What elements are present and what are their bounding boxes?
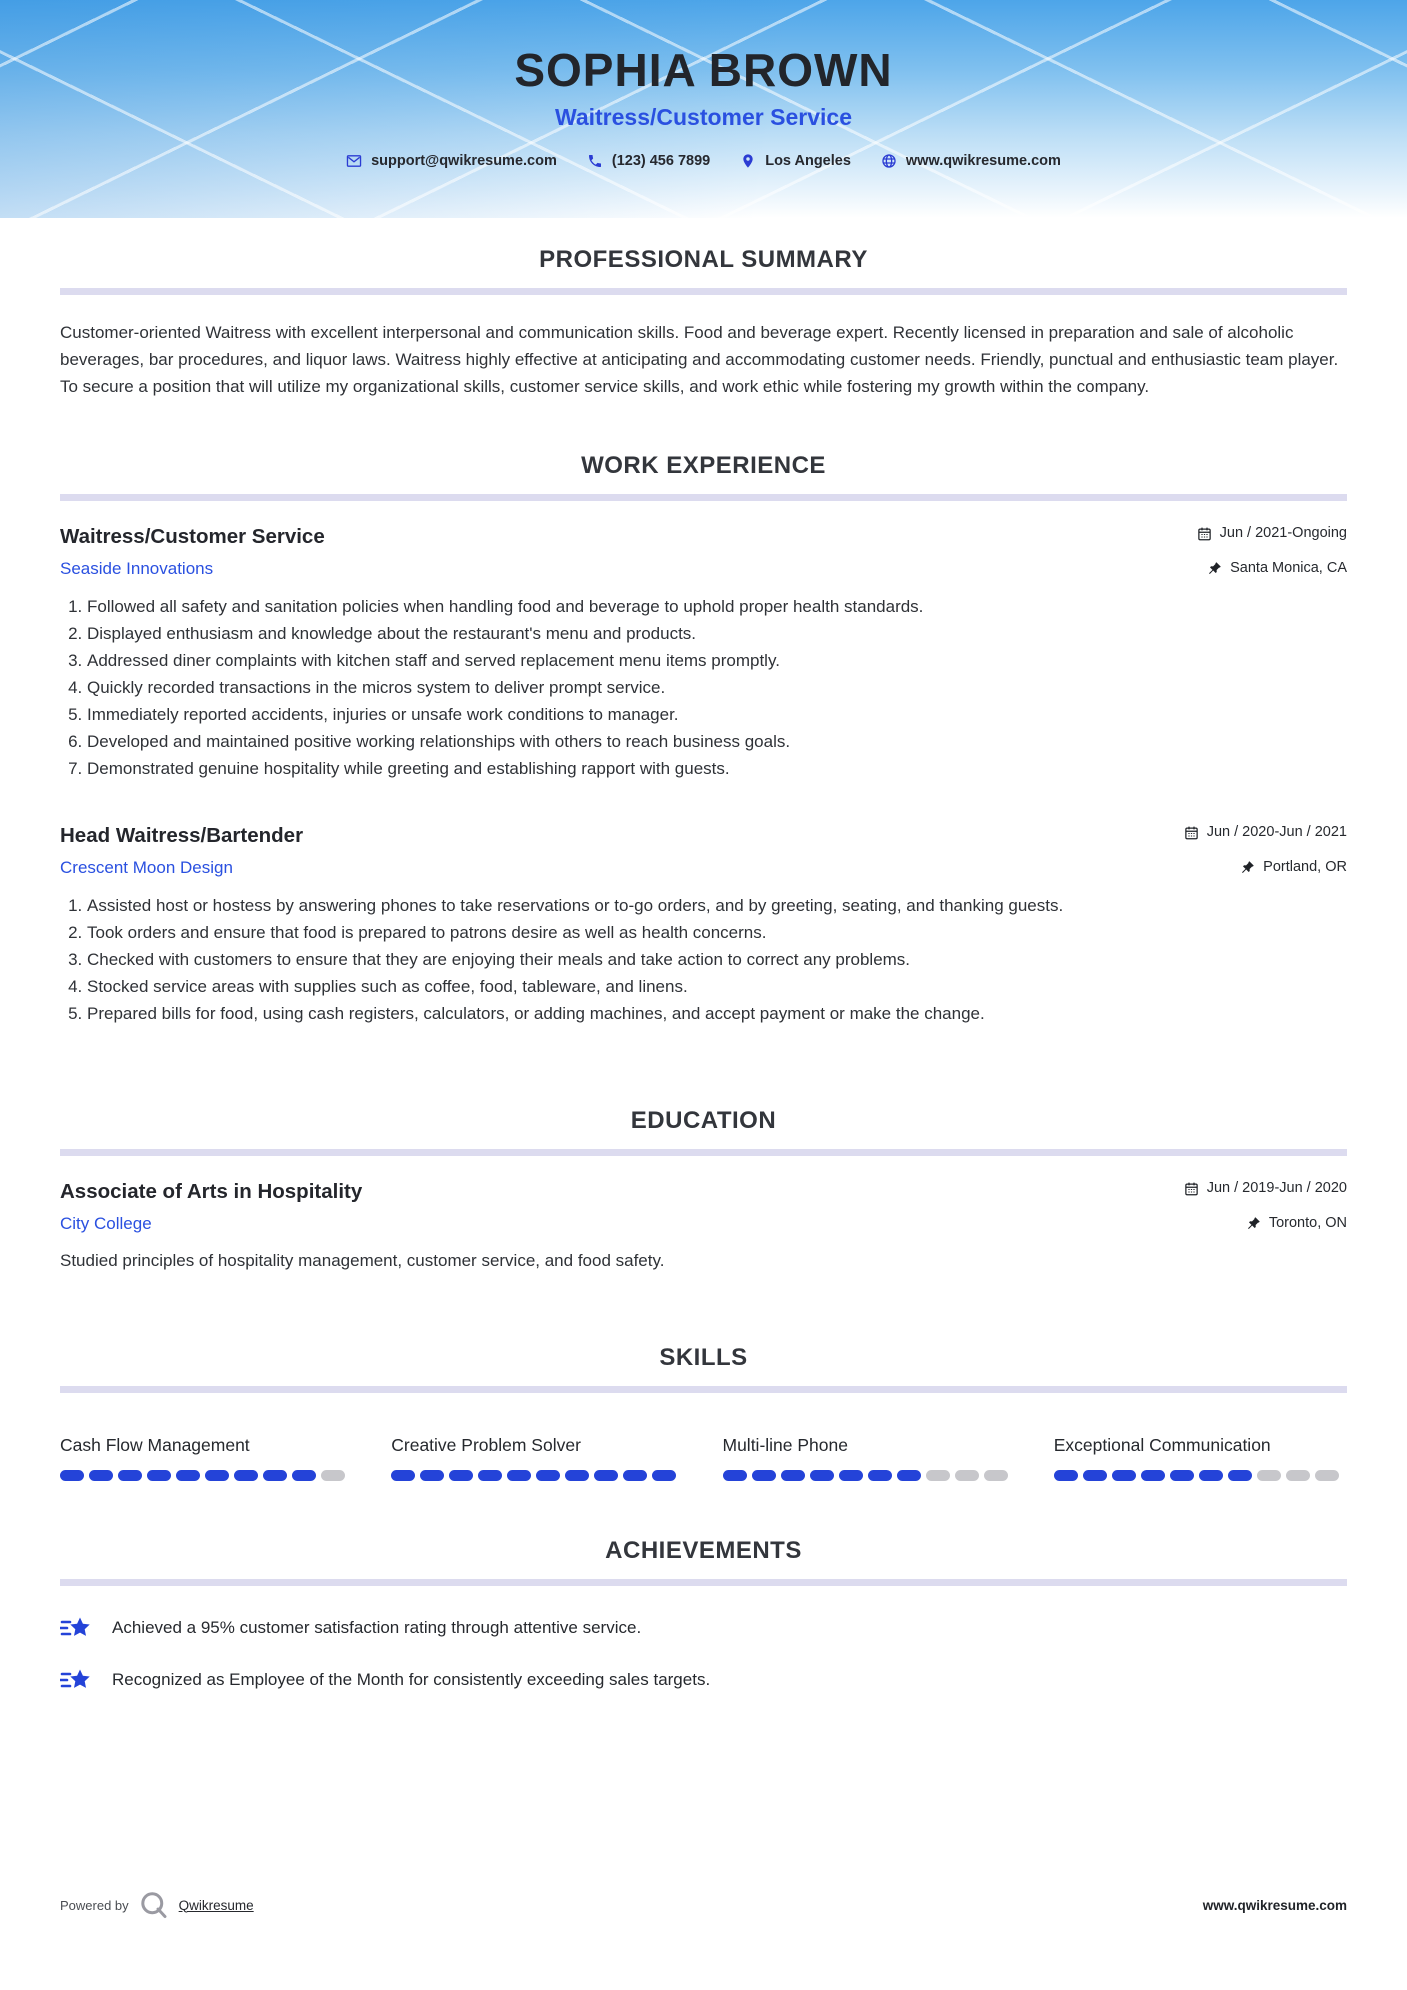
- job-bullet: 5. Prepared bills for food, using cash registers, calculators, or adding machines, and accept payment or make the change.: [87, 1000, 1347, 1027]
- achievement-item: [60, 1612, 1347, 1644]
- skill-level-segment: [420, 1470, 444, 1481]
- skill-level-segment: [321, 1470, 345, 1481]
- job-bullet: 4. Stocked service areas with supplies such as coffee, food, tableware, and linens.: [87, 973, 1347, 1000]
- skill-level-segment: [1112, 1470, 1136, 1481]
- page-footer: [60, 1890, 1347, 1920]
- skill-level-segment: [810, 1470, 834, 1481]
- skills-heading: SKILLS: [659, 1344, 748, 1371]
- skill-level-segment: [594, 1470, 618, 1481]
- skill-level-bar: [723, 1470, 1016, 1481]
- job-bullet: 6. Developed and maintained positive working relationships with others to reach business goals.: [87, 728, 1347, 755]
- contact-email-label: support@qwikresume.com: [371, 153, 557, 170]
- job-bullet: 5. Immediately reported accidents, injuries or unsafe work conditions to manager.: [87, 701, 1347, 728]
- skill-level-segment: [60, 1470, 84, 1481]
- location-pin-icon: [740, 153, 756, 169]
- skill-level-segment: [984, 1470, 1008, 1481]
- powered-by-label: Powered by: [60, 1897, 129, 1913]
- skill-level-segment: [752, 1470, 776, 1481]
- skill-level-segment: [478, 1470, 502, 1481]
- job-bullet: 3. Addressed diner complaints with kitchen staff and served replacement menu items promptly.: [87, 647, 1347, 674]
- calendar-icon: [1184, 825, 1199, 840]
- skill-level-segment: [507, 1470, 531, 1481]
- job-location-label: Santa Monica, CA: [1230, 560, 1347, 576]
- job-title: Head Waitress/Bartender: [60, 824, 304, 847]
- skill-level-segment: [868, 1470, 892, 1481]
- contact-phone-label: (123) 456 7899: [611, 153, 711, 170]
- qwikresume-logo-icon: [139, 1890, 169, 1920]
- skill-level-segment: [652, 1470, 676, 1481]
- skill-item: [391, 1435, 684, 1481]
- skill-level-segment: [839, 1470, 863, 1481]
- skills-grid: [60, 1435, 1347, 1481]
- resume-body: [60, 246, 1347, 1696]
- achievement-text: Achieved a 95% customer satisfaction rating through attentive service.: [112, 1618, 642, 1637]
- skill-level-bar: [391, 1470, 684, 1481]
- contact-website[interactable]: [881, 153, 1061, 169]
- skill-name: Creative Problem Solver: [391, 1435, 581, 1455]
- skill-level-segment: [926, 1470, 950, 1481]
- education-dates-label: Jun / 2019-Jun / 2020: [1206, 1180, 1347, 1196]
- contact-location-label: Los Angeles: [765, 153, 851, 170]
- skill-level-segment: [723, 1470, 747, 1481]
- job-location: [1207, 560, 1347, 576]
- skill-level-segment: [391, 1470, 415, 1481]
- globe-icon: [881, 153, 897, 169]
- contact-location[interactable]: [740, 153, 851, 169]
- education-description: Studied principles of hospitality management, customer service, and food safety.: [60, 1251, 665, 1270]
- education-location-label: Toronto, ON: [1268, 1215, 1347, 1231]
- section-divider: [60, 1149, 1347, 1156]
- job-title: Waitress/Customer Service: [60, 525, 325, 548]
- school-link[interactable]: City College: [60, 1214, 152, 1233]
- skill-name: Exceptional Communication: [1053, 1435, 1271, 1455]
- job-bullet: 7. Demonstrated genuine hospitality while greeting and establishing rapport with guests.: [87, 755, 1347, 782]
- skill-level-segment: [263, 1470, 287, 1481]
- skill-item: [60, 1435, 353, 1481]
- skill-level-segment: [1315, 1470, 1339, 1481]
- skill-level-segment: [1141, 1470, 1165, 1481]
- section-divider: [60, 288, 1347, 295]
- skill-level-segment: [623, 1470, 647, 1481]
- skill-level-segment: [89, 1470, 113, 1481]
- job-dates-label: Jun / 2020-Jun / 2021: [1206, 824, 1347, 840]
- job-bullet: 1. Assisted host or hostess by answering phones to take reservations or to-go orders, and by greeting, seating, and thanking guests.: [87, 892, 1347, 919]
- job-company-link[interactable]: Crescent Moon Design: [60, 858, 233, 877]
- job-dates-label: Jun / 2021-Ongoing: [1219, 525, 1347, 541]
- skill-level-segment: [1083, 1470, 1107, 1481]
- skill-level-segment: [1228, 1470, 1252, 1481]
- shooting-star-icon: [60, 1664, 92, 1696]
- envelope-icon: [346, 153, 362, 169]
- contact-email[interactable]: [346, 153, 557, 169]
- footer-branding: [60, 1890, 254, 1920]
- job-bullet-list: [60, 892, 1347, 1027]
- education-dates: [1184, 1180, 1347, 1196]
- job-entry: [60, 824, 1347, 1027]
- footer-website-link[interactable]: www.qwikresume.com: [1202, 1897, 1347, 1913]
- skill-level-segment: [1199, 1470, 1223, 1481]
- job-location-label: Portland, OR: [1263, 859, 1347, 875]
- job-bullet: 1. Followed all safety and sanitation policies when handling food and beverage to uphold proper health standards.: [87, 593, 1347, 620]
- summary-heading: PROFESSIONAL SUMMARY: [539, 246, 868, 273]
- skill-item: [1054, 1435, 1347, 1481]
- job-bullet: 2. Took orders and ensure that food is prepared to patrons desire as well as health concerns.: [87, 919, 1347, 946]
- education-location: [1246, 1215, 1347, 1231]
- skill-level-segment: [176, 1470, 200, 1481]
- skill-name: Multi-line Phone: [722, 1435, 848, 1455]
- skill-level-segment: [1286, 1470, 1310, 1481]
- achievements-heading: ACHIEVEMENTS: [605, 1537, 802, 1564]
- skill-level-segment: [781, 1470, 805, 1481]
- skill-level-segment: [449, 1470, 473, 1481]
- skill-level-segment: [565, 1470, 589, 1481]
- education-entry: [60, 1180, 1347, 1274]
- job-bullet: 3. Checked with customers to ensure that they are enjoying their meals and take action to correct any problems.: [87, 946, 1347, 973]
- section-divider: [60, 1386, 1347, 1393]
- skill-level-segment: [536, 1470, 560, 1481]
- section-divider: [60, 1579, 1347, 1586]
- skill-level-bar: [1054, 1470, 1347, 1481]
- job-company-link[interactable]: Seaside Innovations: [60, 559, 214, 578]
- skill-level-segment: [234, 1470, 258, 1481]
- skill-level-segment: [1257, 1470, 1281, 1481]
- job-location: [1240, 859, 1347, 875]
- contact-website-label: www.qwikresume.com: [905, 153, 1061, 170]
- degree-title: Associate of Arts in Hospitality: [60, 1180, 363, 1203]
- experience-heading: WORK EXPERIENCE: [581, 452, 826, 479]
- skill-level-segment: [1170, 1470, 1194, 1481]
- job-entry: [60, 525, 1347, 782]
- skill-level-segment: [1054, 1470, 1078, 1481]
- skill-name: Cash Flow Management: [60, 1435, 250, 1455]
- job-bullet: 2. Displayed enthusiasm and knowledge about the restaurant's menu and products.: [87, 620, 1347, 647]
- shooting-star-icon: [60, 1612, 92, 1644]
- calendar-icon: [1197, 526, 1212, 541]
- skill-level-segment: [897, 1470, 921, 1481]
- skill-level-segment: [205, 1470, 229, 1481]
- phone-icon: [587, 153, 603, 169]
- job-dates: [1184, 824, 1347, 840]
- job-bullet: 4. Quickly recorded transactions in the micros system to deliver prompt service.: [87, 674, 1347, 701]
- contact-phone[interactable]: [587, 153, 710, 169]
- skill-level-bar: [60, 1470, 353, 1481]
- pushpin-icon: [1246, 1216, 1261, 1231]
- job-dates: [1197, 525, 1347, 541]
- skill-level-segment: [292, 1470, 316, 1481]
- header-banner: [0, 0, 1407, 218]
- education-heading: EDUCATION: [630, 1107, 777, 1134]
- person-name: SOPHIA BROWN: [514, 44, 893, 96]
- skill-level-segment: [118, 1470, 142, 1481]
- pushpin-icon: [1207, 561, 1222, 576]
- achievements-list: [60, 1612, 1347, 1696]
- skill-level-segment: [147, 1470, 171, 1481]
- skill-item: [723, 1435, 1016, 1481]
- pushpin-icon: [1240, 860, 1255, 875]
- qwikresume-link[interactable]: Qwikresume: [178, 1897, 254, 1913]
- summary-text: Customer-oriented Waitress with excellent interpersonal and communication skills. Food and beverage expert. Recently licensed in preparation and sale of alcoholic beverages, bar procedures, and liquor laws. Waitress highly effective at anticipating and accommodating customer needs. Friendly, punctual and enthusiastic team player. To secure a position that will utilize my organizational skills, customer service skills, and work ethic while fostering my growth within the company.: [60, 323, 1339, 396]
- achievement-text: Recognized as Employee of the Month for consistently exceeding sales targets.: [112, 1670, 711, 1689]
- skill-level-segment: [955, 1470, 979, 1481]
- section-divider: [60, 494, 1347, 501]
- job-bullet-list: [60, 593, 1347, 782]
- calendar-icon: [1184, 1181, 1199, 1196]
- job-headline: Waitress/Customer Service: [554, 104, 852, 131]
- contact-row: [0, 153, 1407, 169]
- achievement-item: [60, 1664, 1347, 1696]
